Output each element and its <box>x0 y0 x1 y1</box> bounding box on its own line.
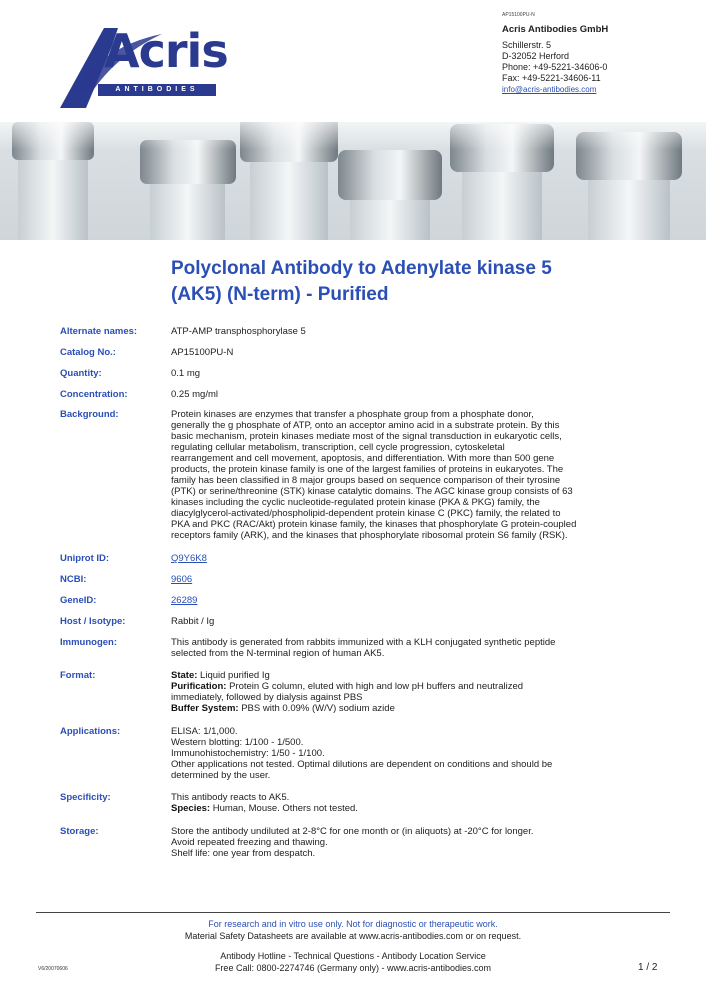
ncbi-link[interactable]: 9606 <box>171 574 193 585</box>
row-catalog <box>60 347 680 358</box>
format-buffer <box>171 703 671 714</box>
row-uniprot <box>60 553 680 564</box>
species-label: Species: <box>171 803 211 814</box>
doc-code: AP15100PU-N <box>502 12 535 18</box>
footer-freecall: Free Call: 0800-2274746 (Germany only) - www.acris-antibodies.com <box>214 963 492 973</box>
row-concentration <box>60 389 680 400</box>
address-fax: Fax: +49-5221-34606-11 <box>502 73 601 83</box>
storage-line-1: Store the antibody undiluted at 2-8°C for one month or (in aliquots) at -20°C for longer. <box>171 826 534 837</box>
footer-divider <box>36 912 670 913</box>
row-immunogen <box>60 637 680 659</box>
specificity-line: This antibody reacts to AK5. <box>171 792 290 803</box>
logo-subtitle: ANTIBODIES <box>98 84 216 96</box>
background-line: diacylglycerol-activated/phospholipid-dependent protein kinase C (PKC) family, the related to <box>171 508 561 519</box>
row-geneid <box>60 595 680 606</box>
background-line: generally the g phosphate of ATP, onto an acceptor amino acid in a substrate protein. By this <box>171 420 560 431</box>
footer-hotline: Antibody Hotline - Technical Questions - Antibody Location Service <box>220 951 486 961</box>
state-label: State: <box>171 670 198 681</box>
label-geneid: GeneID: <box>60 595 97 606</box>
vial-4 <box>338 150 442 240</box>
label-background: Background: <box>60 409 119 420</box>
background-line: regulating cellular metabolism, transcription, cell cycle progression, cytoskeletal <box>171 442 505 453</box>
label-quantity: Quantity: <box>60 368 102 379</box>
application-line: Immunohistochemistry: 1/50 - 1/100. <box>171 748 325 759</box>
application-line: determined by the user. <box>171 770 271 781</box>
value-specificity <box>171 792 671 814</box>
value-format <box>171 670 671 714</box>
format-purification <box>171 681 671 692</box>
purification-value: Protein G column, eluted with high and low pH buffers and neutralized <box>229 681 524 692</box>
label-format: Format: <box>60 670 96 681</box>
background-line: (PTK) or serine/threonine (STK) kinase catalytic domains. The AGC kinase group consists of 63 <box>171 486 573 497</box>
application-line: ELISA: 1/1,000. <box>171 726 238 737</box>
address-city: D-32052 Herford <box>502 51 570 61</box>
company-name: Acris Antibodies GmbH <box>502 24 609 35</box>
value-applications <box>171 726 671 781</box>
value-concentration: 0.25 mg/ml <box>171 389 218 400</box>
geneid-link[interactable]: 26289 <box>171 595 198 606</box>
uniprot-link[interactable]: Q9Y6K8 <box>171 553 207 564</box>
value-storage <box>171 826 671 859</box>
background-line: kinases including the cyclic nucleotide-regulated protein kinase (PKA & PKG) family, the <box>171 497 540 508</box>
background-line: receptors family (ARK), and the kinases that phosphorylate ribosomal protein S6 family (RSK). <box>171 530 568 541</box>
buffer-label: Buffer System: <box>171 703 239 714</box>
immunogen-line: This antibody is generated from rabbits immunized with a KLH conjugated synthetic peptide <box>171 637 556 648</box>
application-line: Western blotting: 1/100 - 1/500. <box>171 737 304 748</box>
background-line: basic mechanism, protein kinases mediate most of the signal transduction in eukaryotic cells, <box>171 431 562 442</box>
row-storage <box>60 826 680 859</box>
company-address <box>502 12 608 95</box>
vial-2 <box>140 140 236 240</box>
label-storage: Storage: <box>60 826 99 837</box>
label-immunogen: Immunogen: <box>60 637 117 648</box>
label-host: Host / Isotype: <box>60 616 126 627</box>
shelf-label: Shelf life: <box>171 848 211 859</box>
label-uniprot: Uniprot ID: <box>60 553 110 564</box>
address-street: Schillerstr. 5 <box>502 40 552 50</box>
state-value: Liquid purified Ig <box>200 670 270 681</box>
row-alternate-names <box>60 326 680 337</box>
product-fields <box>60 326 680 859</box>
header-banner <box>0 0 706 240</box>
specificity-species <box>171 803 671 814</box>
background-line: PKA and PKC (RAC/Akt) protein kinase family, the kinases that phosphorylate G protein-coupled <box>171 519 577 530</box>
application-line: Other applications not tested. Optimal dilutions are dependent on conditions and should be <box>171 759 553 770</box>
label-concentration: Concentration: <box>60 389 128 400</box>
value-background <box>171 409 671 541</box>
logo-text: Acris <box>104 24 228 78</box>
purification-line-2: immediately, followed by dialysis against PBS <box>171 692 363 703</box>
footer-research-note: For research and in vitro use only. Not for diagnostic or therapeutic work. <box>208 919 498 929</box>
background-line: rearrangement and cell movement, apoptosis, and differentiation. With more than 500 gene <box>171 453 555 464</box>
value-host: Rabbit / Ig <box>171 616 215 627</box>
value-alternate-names: ATP-AMP transphosphorylase 5 <box>171 326 306 337</box>
page-number: 1 / 2 <box>638 962 658 973</box>
value-catalog: AP15100PU-N <box>171 347 234 358</box>
row-background <box>60 409 680 541</box>
value-immunogen <box>171 637 671 659</box>
row-quantity <box>60 368 680 379</box>
label-catalog: Catalog No.: <box>60 347 116 358</box>
shelf-value: one year from despatch. <box>212 848 316 859</box>
footer-msds-note: Material Safety Datasheets are available at www.acris-antibodies.com or on request. <box>184 931 522 941</box>
background-line: products, the protein kinase family is one of the largest families of proteins in eukaryotes. The <box>171 464 564 475</box>
purification-label: Purification: <box>171 681 227 692</box>
immunogen-line: selected from the N-terminal region of human AK5. <box>171 648 385 659</box>
title-line-2: (AK5) (N-term) - Purified <box>171 284 389 305</box>
background-line: Protein kinases are enzymes that transfer a phosphate group from a phosphate donor, <box>171 409 534 420</box>
label-ncbi: NCBI: <box>60 574 87 585</box>
species-value: Human, Mouse. Others not tested. <box>212 803 358 814</box>
row-ncbi <box>60 574 680 585</box>
title-line-1: Polyclonal Antibody to Adenylate kinase 5 <box>171 258 552 279</box>
buffer-value: PBS with 0.09% (W/V) sodium azide <box>241 703 395 714</box>
format-state <box>171 670 671 681</box>
value-quantity: 0.1 mg <box>171 368 201 379</box>
row-format <box>60 670 680 714</box>
row-applications <box>60 726 680 781</box>
row-host <box>60 616 680 627</box>
version-code: V6/20070606 <box>38 966 68 972</box>
background-line: family has been classified in 8 major groups based on sequence comparison of their tyrosine <box>171 475 561 486</box>
storage-line-2: Avoid repeated freezing and thawing. <box>171 837 328 848</box>
email-link[interactable]: info@acris-antibodies.com <box>502 85 597 94</box>
storage-shelf-life <box>171 848 671 859</box>
label-applications: Applications: <box>60 726 121 737</box>
label-alternate-names: Alternate names: <box>60 326 138 337</box>
product-title <box>171 256 671 308</box>
label-specificity: Specificity: <box>60 792 111 803</box>
address-phone: Phone: +49-5221-34606-0 <box>502 62 608 72</box>
row-specificity <box>60 792 680 814</box>
